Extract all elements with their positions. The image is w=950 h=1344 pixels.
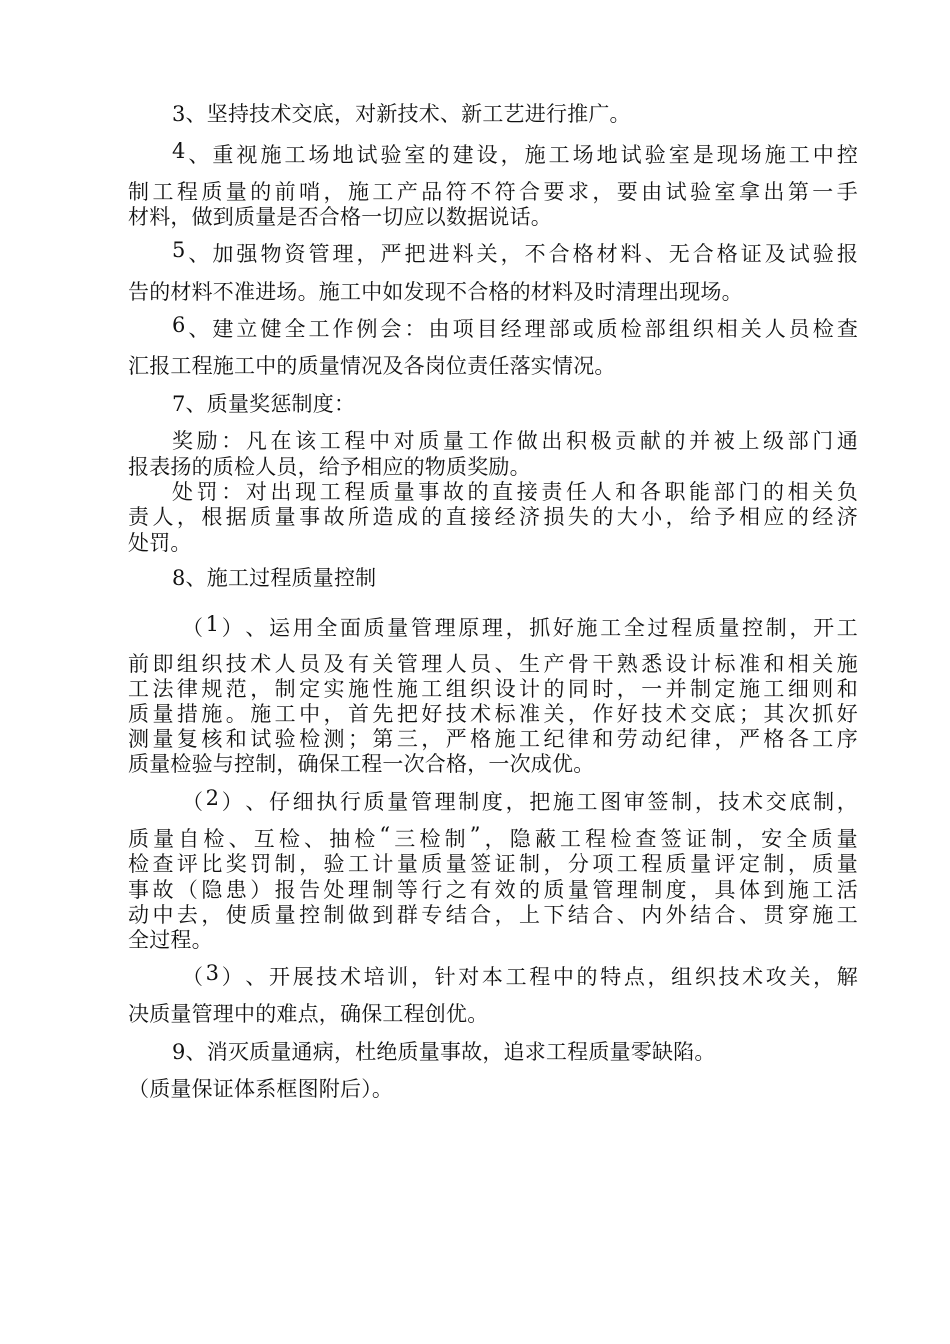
paragraph-item-4-line-1: 4 、 重 视 施 工 场 地 试 验 室 的 建 设 ， 施 工 场 地 试 验 室 是 现 场 施 工 中 控 [172, 139, 858, 167]
paragraph-item-4-line-3: 材料，做到质量是否合格一切应以数据说话。 [128, 205, 552, 229]
item-8-1-line-1: （ 1 ） 、 运 用 全 面 质 量 管 理 原 理 ， 抓 好 施 工 全 过 程 质 量 控 制 ， 开 工 [182, 612, 858, 640]
reward-line-1: 奖 励 ： 凡 在 该 工 程 中 对 质 量 工 作 做 出 积 极 贡 献 的 并 被 上 级 部 门 通 [172, 429, 858, 453]
item-8-1-line-6: 质量检验与控制，确保工程一次合格，一次成优。 [128, 752, 595, 776]
penalty-line-3: 处罚。 [128, 531, 192, 555]
item-8-2-line-5: 动 中 去 ， 使 质 量 控 制 做 到 群 专 结 合 ， 上 下 结 合 、 内 外 结 合 、 贯 穿 施 工 [128, 903, 858, 927]
reward-line-2: 报表扬的质检人员，给予相应的物质奖励。 [128, 455, 531, 479]
paragraph-item-6-line-2: 汇报工程施工中的质量情况及各岗位责任落实情况。 [128, 354, 616, 378]
penalty-line-2: 责 人 ， 根 据 质 量 事 故 所 造 成 的 直 接 经 济 损 失 的 大 小 ， 给 予 相 应 的 经 济 [128, 505, 858, 529]
item-8-2-line-4: 事 故 （ 隐 患 ） 报 告 处 理 制 等 行 之 有 效 的 质 量 管 理 制 度 ， 具 体 到 施 工 活 [128, 878, 858, 902]
paragraph-item-4-line-2: 制 工 程 质 量 的 前 哨 ， 施 工 产 品 符 不 符 合 要 求 ， 要 由 试 验 室 拿 出 第 一 手 [128, 180, 858, 204]
item-8-2-line-6: 全过程。 [128, 928, 213, 952]
paragraph-item-6-line-1: 6 、 建 立 健 全 工 作 例 会 ： 由 项 目 经 理 部 或 质 检 部 组 织 相 关 人 员 检 查 [172, 313, 858, 341]
appendix-note: （质量保证体系框图附后）。 [128, 1077, 394, 1101]
penalty-line-1: 处 罚 ： 对 出 现 工 程 质 量 事 故 的 直 接 责 任 人 和 各 职 能 部 门 的 相 关 负 [172, 480, 858, 504]
item-8-3-line-2: 决质量管理中的难点，确保工程创优。 [128, 1002, 489, 1026]
item-8-2-line-2: 质 量 自 检 、 互 检 、 抽 检 “ 三 检 制 ” ， 隐 蔽 工 程 检 查 签 证 制 ， 安 全 质 量 [128, 823, 858, 851]
paragraph-item-5-line-1: 5 、 加 强 物 资 管 理 ， 严 把 进 料 关 ， 不 合 格 材 料 、 无 合 格 证 及 试 验 报 [172, 238, 858, 266]
paragraph-item-7: 7、质量奖惩制度： [172, 392, 356, 416]
item-8-2-line-1: （ 2 ） 、 仔 细 执 行 质 量 管 理 制 度 ， 把 施 工 图 审 签 制 ， 技 术 交 底 制 ， [182, 786, 858, 814]
item-8-1-line-2: 前 即 组 织 技 术 人 员 及 有 关 管 理 人 员 、 生 产 骨 干 熟 悉 设 计 标 准 和 相 关 施 [128, 652, 858, 676]
item-8-1-line-4: 质 量 措 施 。 施 工 中 ， 首 先 把 好 技 术 标 准 关 ， 作 好 技 术 交 底 ； 其 次 抓 好 [128, 702, 858, 726]
item-8-1-line-3: 工 法 律 规 范 ， 制 定 实 施 性 施 工 组 织 设 计 的 同 时 ， 一 并 制 定 施 工 细 则 和 [128, 677, 858, 701]
item-8-2-line-3: 检 查 评 比 奖 罚 制 ， 验 工 计 量 质 量 签 证 制 ， 分 项 工 程 质 量 评 定 制 ， 质 量 [128, 852, 858, 876]
item-8-1-line-5: 测 量 复 核 和 试 验 检 测 ； 第 三 ， 严 格 施 工 纪 律 和 劳 动 纪 律 ， 严 格 各 工 序 [128, 727, 858, 751]
paragraph-item-5-line-2: 告的材料不准进场。施工中如发现不合格的材料及时清理出现场。 [128, 280, 743, 304]
paragraph-item-3: 3、坚持技术交底，对新技术、新工艺进行推广。 [172, 102, 631, 126]
paragraph-item-9: 9、消灭质量通病，杜绝质量事故，追求工程质量零缺陷。 [172, 1040, 716, 1064]
paragraph-item-8: 8、施工过程质量控制 [172, 566, 377, 590]
item-8-3-line-1: （ 3 ） 、 开 展 技 术 培 训 ， 针 对 本 工 程 中 的 特 点 ， 组 织 技 术 攻 关 ， 解 [182, 961, 858, 989]
